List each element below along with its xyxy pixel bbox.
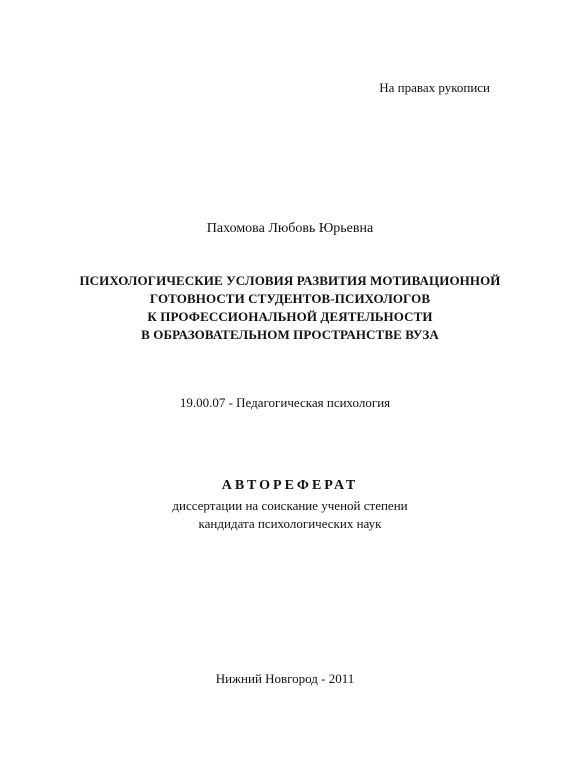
specialty-code: 19.00.07 - Педагогическая психология <box>179 395 391 410</box>
place-and-year: Нижний Новгород - 2011 <box>215 671 355 686</box>
description-line: диссертации на соискание ученой степени <box>172 498 408 513</box>
author-name: Пахомова Любовь Юрьевна <box>206 221 374 236</box>
description-line: кандидата психологических наук <box>198 516 382 531</box>
dissertation-title <box>0 272 580 344</box>
document-type: АВТОРЕФЕРАТ <box>221 478 359 493</box>
document-description <box>0 497 580 533</box>
title-line: ПСИХОЛОГИЧЕСКИЕ УСЛОВИЯ РАЗВИТИЯ МОТИВАЦИОННОЙ <box>79 273 501 288</box>
manuscript-note: На правах рукописи <box>379 80 490 95</box>
title-line: К ПРОФЕССИОНАЛЬНОЙ ДЕЯТЕЛЬНОСТИ <box>147 309 433 324</box>
title-line: ГОТОВНОСТИ СТУДЕНТОВ-ПСИХОЛОГОВ <box>149 291 431 306</box>
title-line: В ОБРАЗОВАТЕЛЬНОМ ПРОСТРАНСТВЕ ВУЗА <box>141 327 439 342</box>
